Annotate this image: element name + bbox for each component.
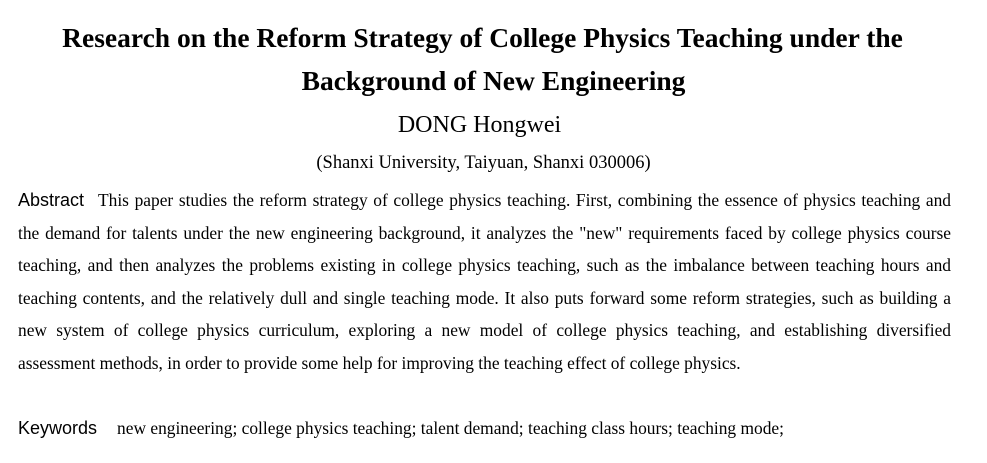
abstract-text: This paper studies the reform strategy of college physics teaching. First, combining the essence of physics teaching and the demand for talents under the new engineering background, it analyzes the "new" requirements faced by college physics course teaching, and then analyzes the problems existing in college physics teaching, such as the imbalance between teaching hours and teaching contents, and the relatively dull and single teaching mode. It also puts forward some reform strategies, such as building a new system of college physics curriculum, exploring a new model of college physics teaching, and establishing diversified assessment methods, in order to provide some help for improving the teaching effect of college physics.: [18, 190, 951, 373]
keywords-label: Keywords: [18, 418, 98, 438]
keywords-text: new engineering; college physics teaching; talent demand; teaching class hours; teaching mode;: [117, 418, 784, 438]
author-name: DONG Hongwei: [397, 112, 562, 138]
author-affiliation: (Shanxi University, Taiyuan, Shanxi 030006): [316, 153, 651, 173]
paper-title-line-2: Background of New Engineering: [301, 65, 686, 96]
abstract-label: Abstract: [18, 190, 85, 210]
paper-title-line-1: Research on the Reform Strategy of College Physics Teaching under the: [62, 22, 903, 53]
keywords-line: [18, 412, 968, 444]
abstract-paragraph: [18, 184, 951, 379]
